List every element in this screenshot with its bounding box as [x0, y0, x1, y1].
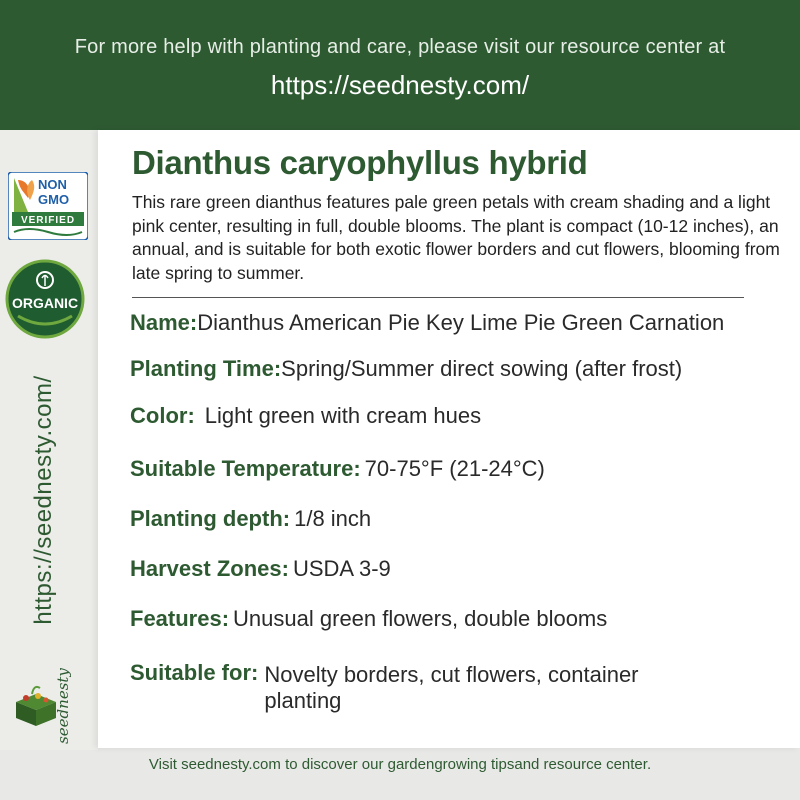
spec-label: Color: [130, 403, 195, 428]
banner-url-link[interactable]: https://seednesty.com/ [270, 70, 530, 100]
footer-message: Visit seednesty.com to discover our gardengrowing tipsand resource center. [148, 756, 652, 773]
product-title: Dianthus caryophyllus hybrid [132, 144, 588, 181]
spec-value: 1/8 inch [294, 506, 372, 531]
product-info-card [98, 130, 800, 748]
spec-label: Suitable for: [130, 660, 259, 685]
product-description: This rare green dianthus features pale green petals with cream shading and a light pink center, resulting in full, double blooms. The plant is compact (10-12 inches), an annual, and is suitable for both exotic flower borders and cut flowers, blooming from late spring to summer. [132, 192, 780, 283]
spec-label: Harvest Zones: [130, 556, 289, 581]
seednesty-logo [6, 664, 92, 748]
spec-row-color [130, 403, 481, 429]
organic-badge [4, 258, 86, 340]
spec-value: Light green with cream hues [204, 403, 482, 428]
spec-row-planting-depth [130, 506, 371, 532]
svg-text:VERIFIED: VERIFIED [20, 215, 76, 226]
svg-text:ORGANIC: ORGANIC [11, 295, 79, 311]
top-banner [0, 0, 800, 130]
non-gmo-verified-badge [8, 172, 88, 240]
spec-value: Novelty borders, cut flowers, container planting [264, 662, 639, 713]
spec-row-planting-time [130, 356, 682, 382]
banner-message: For more help with planting and care, please visit our resource center at [74, 36, 726, 58]
spec-row-temperature [130, 456, 545, 482]
spec-row-suitable-for [130, 660, 770, 714]
svg-text:seednesty: seednesty [54, 668, 72, 744]
spec-value: Spring/Summer direct sowing (after frost) [281, 356, 683, 381]
svg-text:GMO: GMO [38, 192, 70, 207]
spec-row-features [130, 606, 607, 632]
spec-label: Suitable Temperature: [130, 456, 361, 481]
spec-row-harvest-zones [130, 556, 391, 582]
svg-text:NON: NON [38, 177, 67, 192]
sidebar-vertical-url[interactable]: https://seednesty.com/ [30, 375, 57, 625]
spec-value: 70-75°F (21-24°C) [364, 456, 545, 481]
spec-value: USDA 3-9 [292, 556, 391, 581]
seed-box-icon [16, 687, 56, 726]
spec-label: Planting Time: [130, 356, 282, 381]
spec-label: Planting depth: [130, 506, 291, 531]
spec-row-name [130, 310, 724, 336]
spec-value: Dianthus American Pie Key Lime Pie Green Carnation [197, 310, 725, 335]
spec-label: Name: [130, 310, 198, 335]
spec-label: Features: [130, 606, 230, 631]
divider [132, 297, 744, 298]
spec-value: Unusual green flowers, double blooms [233, 606, 608, 631]
